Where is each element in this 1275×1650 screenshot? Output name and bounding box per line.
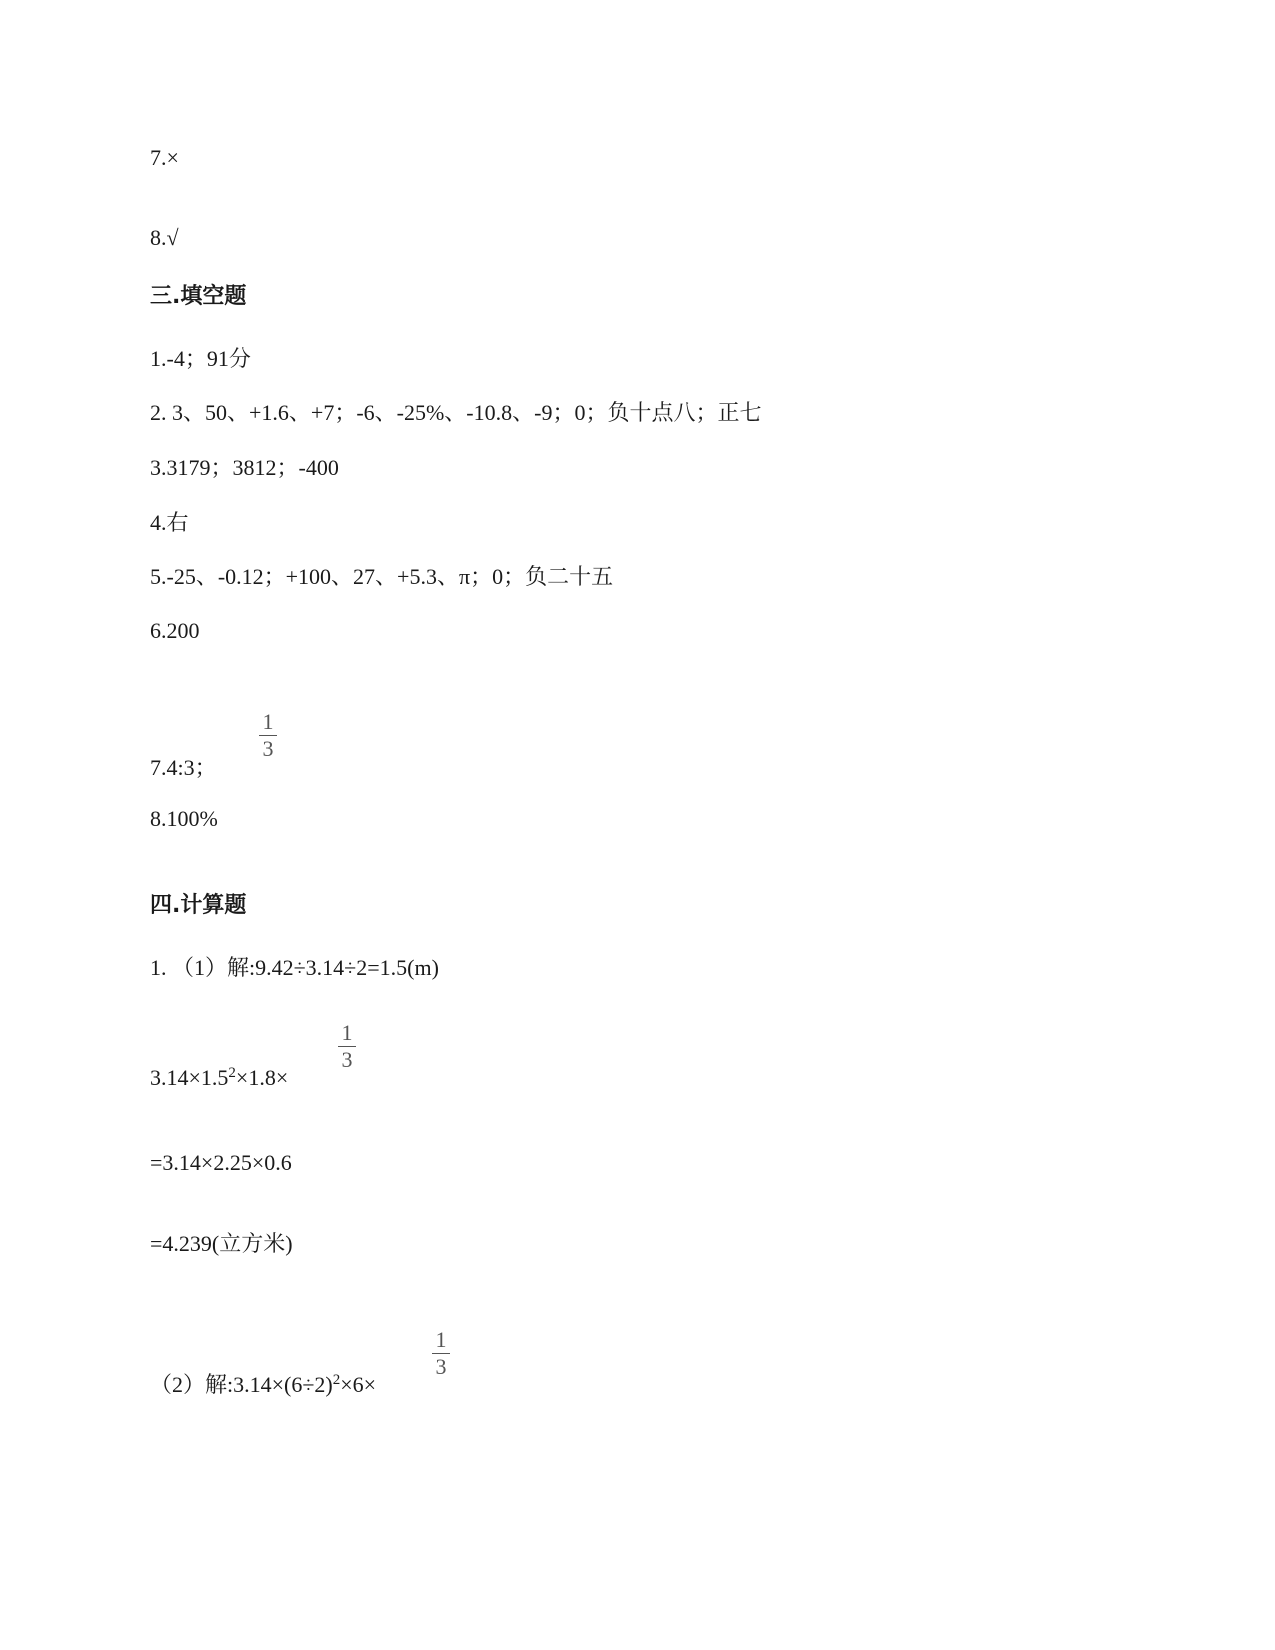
answer-line-fill-2: 2. 3、50、+1.6、+7；-6、-25%、-10.8、-9；0；负十点八；正七 <box>150 400 762 425</box>
answer-line-fill-8: 8.100% <box>150 806 218 831</box>
answer-line-judge-8: 8.√ <box>150 225 179 250</box>
expr-part: ×6× <box>340 1372 377 1397</box>
fraction-numerator: 1 <box>435 1327 447 1352</box>
fraction-denominator: 3 <box>435 1354 447 1379</box>
answer-line-judge-7: 7.× <box>150 145 179 170</box>
fraction-denominator: 3 <box>341 1047 353 1072</box>
exponent: 2 <box>228 1065 236 1081</box>
fraction-denominator: 3 <box>262 736 274 761</box>
answer-line-fill-3: 3.3179；3812；-400 <box>150 455 339 480</box>
expr-part: ×1.8× <box>235 1065 289 1090</box>
answer-line-calc-1-1: 1. （1）解:9.42÷3.14÷2=1.5(m) <box>150 955 439 980</box>
fraction-numerator: 1 <box>341 1020 353 1045</box>
fraction-one-third <box>431 1328 451 1379</box>
expr-part: （2）解:3.14×(6÷2) <box>150 1372 333 1397</box>
fraction-numerator: 1 <box>262 709 274 734</box>
answer-line-fill-7: 7.4:3； <box>150 755 217 780</box>
answer-line-fill-6: 6.200 <box>150 618 200 643</box>
expr-part: 3.14×1.5 <box>150 1065 229 1090</box>
exponent: 2 <box>332 1372 341 1388</box>
answer-line-calc-1-3: =3.14×2.25×0.6 <box>150 1150 292 1175</box>
answer-line-calc-1-4: =4.239(立方米) <box>150 1231 293 1256</box>
answer-line-calc-2-1 <box>150 1372 376 1398</box>
answer-line-fill-4: 4.右 <box>150 510 189 535</box>
fraction-one-third <box>337 1021 357 1072</box>
answer-line-fill-1: 1.-4；91分 <box>150 346 251 371</box>
fraction-one-third <box>258 710 278 761</box>
section-heading-fill: 三.填空题 <box>150 284 247 309</box>
answer-line-calc-1-2 <box>150 1065 288 1091</box>
answer-line-fill-5: 5.-25、-0.12；+100、27、+5.3、π；0；负二十五 <box>150 564 614 589</box>
section-heading-calc: 四.计算题 <box>150 893 247 918</box>
